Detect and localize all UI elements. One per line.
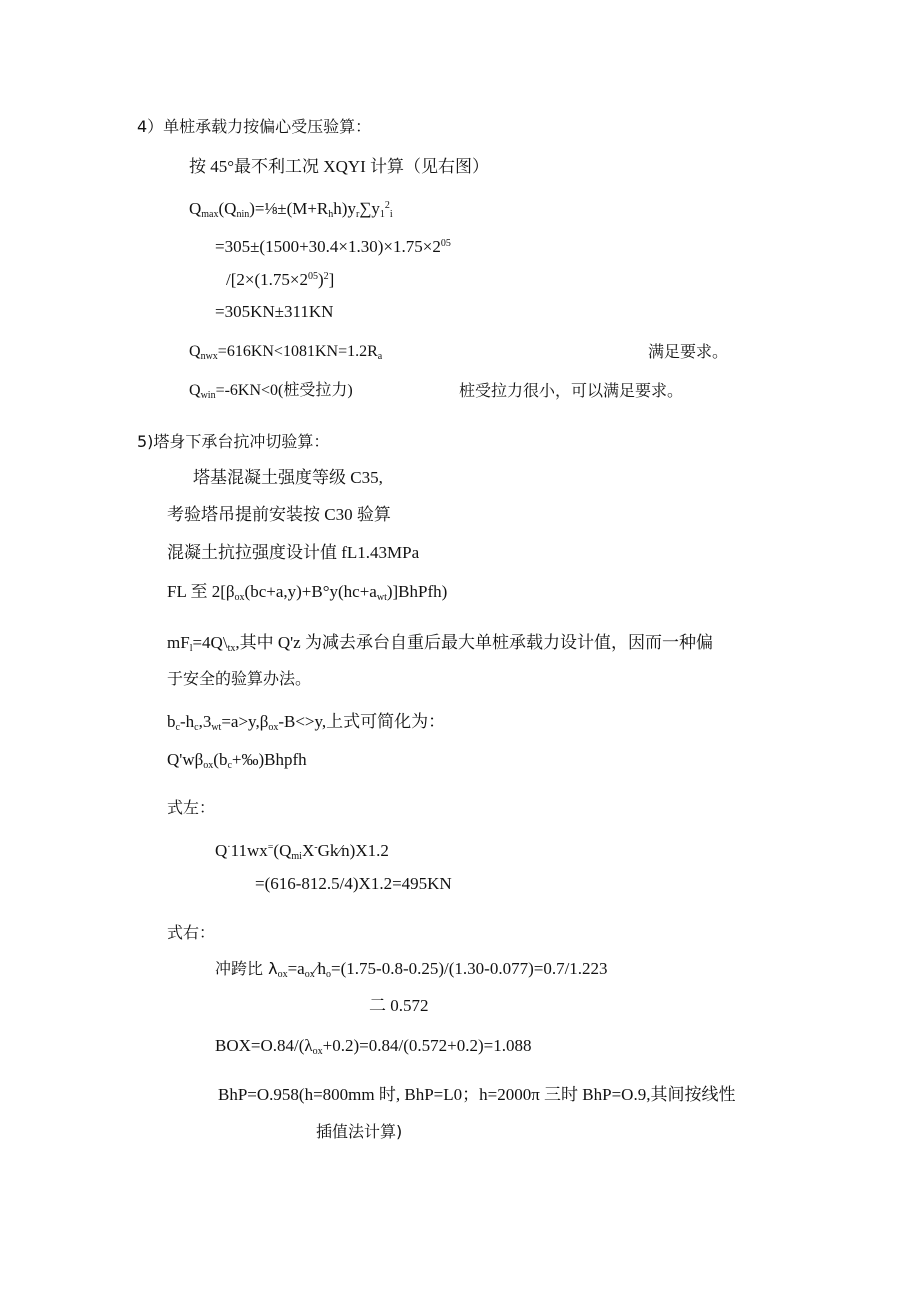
s5-left-formula: $Q^\cdot 11wx^=(Q_{mi}X^-Gk⁄n)X1.2$ xyxy=(215,841,389,862)
s5-simplified-formula: $Q'w\beta_{ox}(b_c+‰)Bhpfh$ xyxy=(167,750,307,771)
s4-check-qmin: $Q_{win}=-6KN<0$(桩受拉力) xyxy=(189,382,353,401)
section-5-title: 5)塔身下承台抗冲切验算： xyxy=(137,432,330,451)
section-4-title: 4）单桩承载力按偏心受压验算： xyxy=(137,117,372,136)
s4-check-qmax: $Q_{nwx}=616KN<1081KN=1.2R_a$ xyxy=(189,343,383,362)
s5-check-basis: 考验塔吊提前安装按 C30 验算 xyxy=(167,505,391,524)
s4-formula-qmax: $Q_{max}(Q_{nin})=\frac{1}{8}\pm(M+R_hh)y_r\sum y_1^2_i$ xyxy=(189,199,393,220)
s5-formula-fl: FL 至 $2[\beta_{ox}(bc+a,y)+B^\circ y(hc+a_{wt})]BhPfh$) xyxy=(167,582,448,603)
s4-check-qmin-note: 桩受拉力很小，可以满足要求。 xyxy=(459,381,684,400)
s5-left-result: =(616-812.5/4)X1.2=495KN xyxy=(255,874,452,893)
s5-simplify-condition: $b_c-h_c,3_{wt}=a>y,\beta_{ox}-B<>y$,上式可简化为： xyxy=(167,712,446,733)
s4-check-qmax-note: 满足要求。 xyxy=(648,342,729,361)
s4-formula-step1: $=305\pm(1500+30.4\times 1.30)\times 1.75\times 2^{05}$ xyxy=(215,237,451,256)
s5-concrete-grade: 塔基混凝土强度等级 C35, xyxy=(193,468,383,487)
s5-bhp-formula: BhP=O.958(h=800mm 时, BhP=L0；h=2000π 三时 BhP=O.9,其间按线性 xyxy=(218,1085,736,1104)
s5-left-side-label: 式左： xyxy=(167,798,216,817)
s4-line-condition: 按 45°最不利工况 XQYI 计算（见右图） xyxy=(189,157,490,176)
s5-right-side-label: 式右： xyxy=(167,923,216,942)
s5-span-ratio: 冲跨比 $\lambda_{ox}=a_{ox}⁄h_o=(1.75-0.8-0.25)/(1.30-0.077)=0.7/1.223$ xyxy=(215,959,608,980)
s4-formula-result: =305KN±311KN xyxy=(215,302,334,321)
s5-span-ratio-result: 二 0.572 xyxy=(369,996,429,1015)
s5-formula-mfl-cont: 于安全的验算办法。 xyxy=(167,669,312,688)
s5-bhp-formula-cont: 插值法计算) xyxy=(316,1122,403,1141)
s5-tensile-strength: 混凝土抗拉强度设计值 fL1.43MPa xyxy=(167,543,420,562)
s5-box-formula: $BOX=O.84/(\lambda_{ox}+0.2)=0.84/(0.572+0.2)=1.088$ xyxy=(215,1036,532,1057)
s4-formula-step2: $/[2\times(1.75\times 2^{05})^2]$ xyxy=(226,270,335,289)
s5-formula-mfl: $mF_l=4Q\backslash_{tx}$,其中 Q'z 为减去承台自重后最大单桩承载力设计值，因而一种偏 xyxy=(167,633,713,654)
